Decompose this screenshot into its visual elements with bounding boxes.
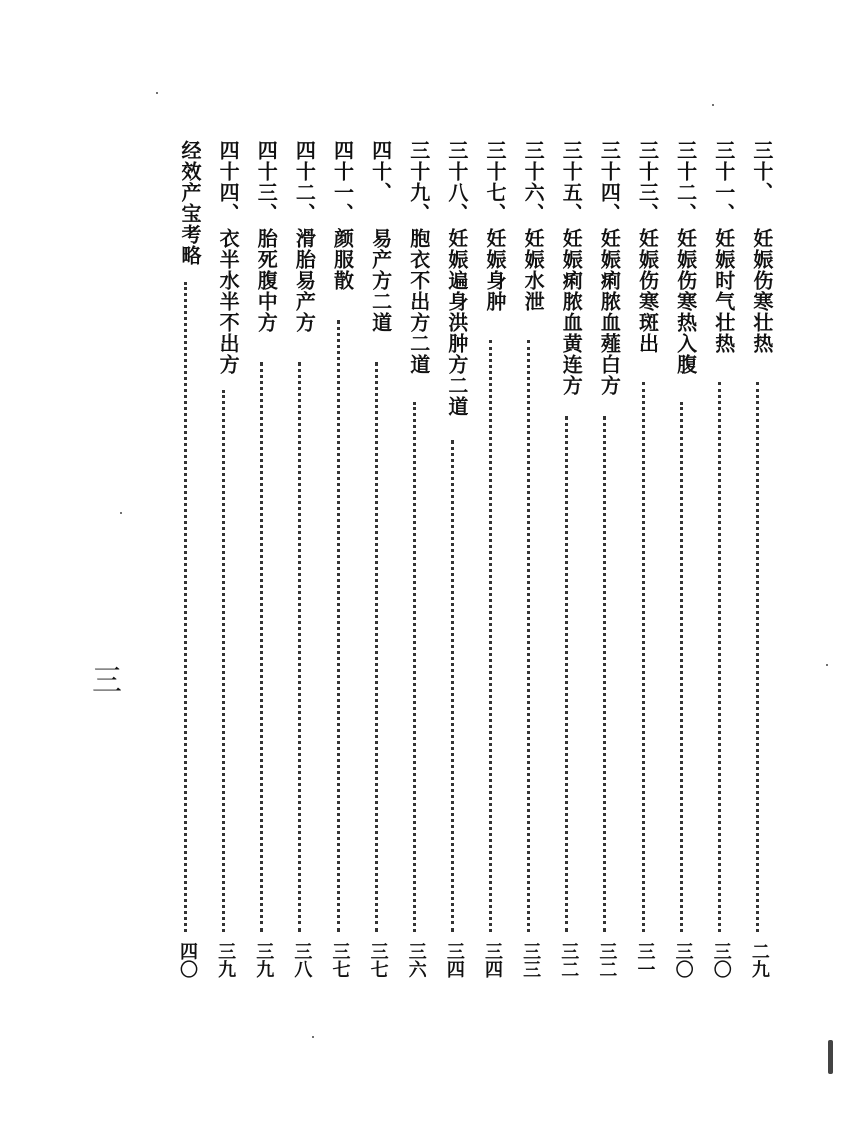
entry-page-number: 三九 <box>253 942 275 978</box>
entry-number: 三十五、 <box>559 140 584 224</box>
entry-page-number: 三〇 <box>672 942 694 978</box>
dot-leader <box>642 382 645 932</box>
dot-leader <box>527 340 530 932</box>
entry-number: 三十、 <box>749 140 774 203</box>
entry-number: 四十二、 <box>292 140 317 224</box>
entry-page-number: 三六 <box>405 942 427 978</box>
entry-title: 妊娠身肿 <box>483 228 507 312</box>
dot-leader <box>603 416 606 932</box>
entry-title: 妊娠水泄 <box>521 228 546 312</box>
dot-leader <box>565 416 568 932</box>
entry-page-number: 三四 <box>482 942 503 978</box>
entry-page-number: 三三 <box>520 942 542 978</box>
dot-leader <box>756 382 759 932</box>
entry-title: 胎死腹中方 <box>254 228 279 333</box>
entry-page-number: 三七 <box>329 942 351 978</box>
dot-leader <box>718 382 721 932</box>
entry-title: 妊娠痢脓血黄连方 <box>559 228 584 396</box>
entry-number: 三十八、 <box>444 140 469 224</box>
toc-entry <box>206 140 244 978</box>
entry-page-number: 三〇 <box>710 942 732 978</box>
entry-number: 三十三、 <box>635 140 660 224</box>
dot-leader <box>298 362 301 932</box>
toc-entry <box>321 140 359 978</box>
entry-title: 经效产宝考略 <box>178 140 202 266</box>
entry-number: 四十一、 <box>330 140 355 224</box>
page-folio: 三 <box>86 664 121 694</box>
entry-number: 三十四、 <box>597 140 622 224</box>
entry-title: 胞衣不出方二道 <box>406 228 431 375</box>
scan-speck <box>156 92 158 94</box>
entry-number: 三十二、 <box>673 140 698 224</box>
toc-entry <box>244 140 282 978</box>
toc-entry <box>359 140 397 978</box>
toc-entry <box>473 140 511 978</box>
entry-title: 妊娠伤寒斑出 <box>635 228 660 354</box>
dot-leader <box>413 402 416 932</box>
entry-title: 妊娠伤寒壮热 <box>749 228 774 354</box>
dot-leader <box>222 390 225 932</box>
dot-leader <box>184 282 187 932</box>
entry-number: 三十九、 <box>406 140 431 224</box>
entry-page-number: 二九 <box>748 942 770 978</box>
entry-number: 四十、 <box>368 140 393 203</box>
toc-entry <box>626 140 664 978</box>
toc-entry <box>282 140 320 978</box>
toc-entry <box>397 140 435 978</box>
entry-title: 妊娠时气壮热 <box>711 228 736 354</box>
entry-page-number: 三九 <box>215 942 237 978</box>
entry-page-number: 三八 <box>291 942 313 978</box>
scan-speck <box>826 664 828 666</box>
entry-page-number: 四〇 <box>177 942 198 978</box>
dot-leader <box>260 362 263 932</box>
entry-number: 三十七、 <box>483 140 507 224</box>
scan-speck <box>828 1040 833 1074</box>
dot-leader <box>680 402 683 932</box>
entry-title: 衣半水半不出方 <box>216 228 241 375</box>
entry-page-number: 三七 <box>367 942 389 978</box>
entry-number: 三十六、 <box>521 140 546 224</box>
entry-page-number: 三二 <box>558 942 580 978</box>
toc-entry <box>511 140 549 978</box>
table-of-contents <box>168 140 778 978</box>
toc-entry <box>168 140 206 978</box>
toc-entry <box>435 140 473 978</box>
scan-speck <box>712 104 714 106</box>
entry-number: 四十三、 <box>254 140 279 224</box>
toc-entry <box>702 140 740 978</box>
dot-leader <box>375 362 378 932</box>
dot-leader <box>451 440 454 932</box>
entry-page-number: 三四 <box>443 942 465 978</box>
scan-speck <box>120 512 122 514</box>
scan-speck <box>312 1036 314 1038</box>
toc-entry <box>549 140 587 978</box>
entry-title: 妊娠遍身洪肿方二道 <box>444 228 469 417</box>
entry-page-number: 三二 <box>596 942 618 978</box>
dot-leader <box>489 340 492 932</box>
entry-number: 三十一、 <box>711 140 736 224</box>
toc-entry <box>587 140 625 978</box>
entry-page-number: 三一 <box>634 942 656 978</box>
entry-title: 滑胎易产方 <box>292 228 317 333</box>
toc-entry <box>740 140 778 978</box>
entry-number: 四十四、 <box>216 140 241 224</box>
entry-title: 易产方二道 <box>368 228 393 333</box>
entry-title: 妊娠痢脓血薤白方 <box>597 228 622 396</box>
dot-leader <box>337 320 340 932</box>
toc-entry <box>664 140 702 978</box>
entry-title: 颜服散 <box>330 228 355 291</box>
entry-title: 妊娠伤寒热入腹 <box>673 228 698 375</box>
